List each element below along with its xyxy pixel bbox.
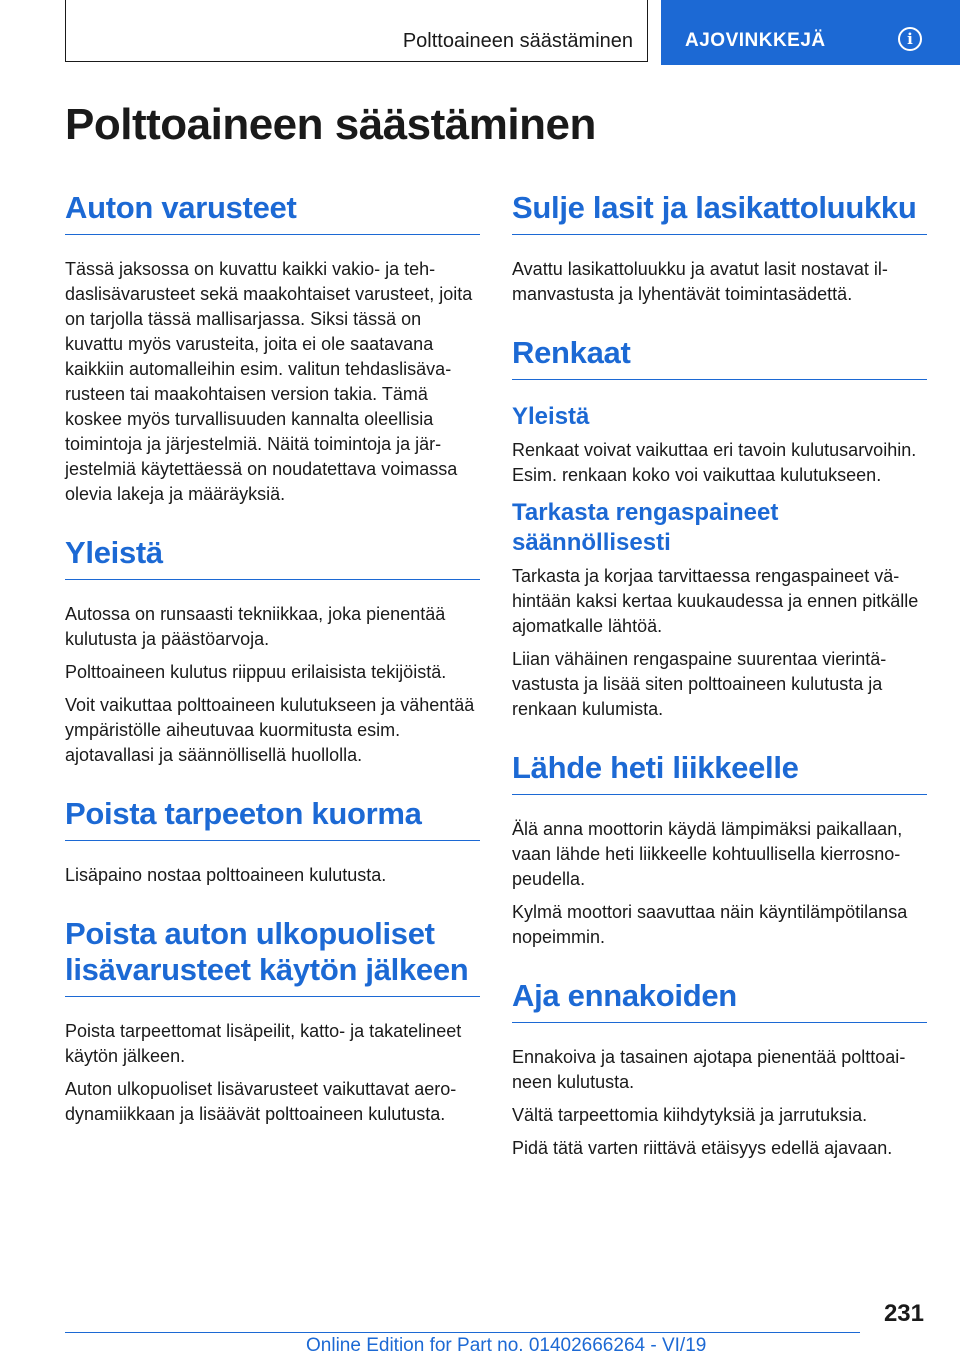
page-number: 231 (883, 1300, 924, 1327)
section-sulje-lasit (512, 190, 927, 307)
header-section-tab[interactable] (661, 0, 960, 65)
subsection-heading: Tarkasta rengaspaineet säännöllisesti (512, 499, 779, 556)
section-auton-varusteet (65, 190, 480, 507)
paragraph: Tarkasta ja korjaa tarvittaessa rengaspaineet vähintään kaksi kertaa kuukaudessa ja ennen pitkälle ajomatkalle lähtöä. (512, 566, 919, 636)
paragraph: Voit vaikuttaa polttoaineen kulutukseen ja vähentää ympäristölle aiheutuvaa kuormitusta esim. ajotavallasi ja säännöllisellä huollolla. (65, 695, 475, 765)
section-renkaat (512, 335, 927, 722)
section-heading: Poista tarpeeton kuorma (65, 796, 480, 841)
header-tab (65, 0, 648, 62)
subsection-yleista (512, 402, 927, 488)
footer-divider (65, 1332, 860, 1333)
paragraph: Kylmä moottori saavuttaa näin käyntilämpötilansa nopeimmin. (512, 902, 908, 947)
section-poista-ulkopuoliset-lisavarusteet (65, 916, 480, 1127)
section-lahde-heti-liikkeelle (512, 750, 927, 950)
footer-edition-text: Online Edition for Part no. 01402666264 - VI/19 (306, 1335, 707, 1356)
page-title: Polttoaineen säästäminen (65, 100, 596, 149)
paragraph: Älä anna moottorin käydä lämpimäksi paikallaan, vaan lähde heti liikkeelle kohtuullisella kierrosnopeudella. (512, 819, 903, 889)
left-column (65, 190, 480, 1155)
section-heading: Auton varusteet (65, 190, 480, 235)
header-title: Polttoaineen säästäminen (402, 30, 633, 52)
section-heading: Aja ennakoiden (512, 978, 927, 1023)
paragraph: Avattu lasikattoluukku ja avatut lasit nostavat ilmanvastusta ja lyhentävät toimintasädettä. (512, 259, 888, 304)
paragraph: Liian vähäinen rengaspaine suurentaa vierintävastusta ja lisää siten polttoaineen kulutusta ja renkaan kulumista. (512, 649, 887, 719)
paragraph: Ennakoiva ja tasainen ajotapa pienentää polttoaineen kulutusta. (512, 1047, 906, 1092)
paragraph: Renkaat voivat vaikuttaa eri tavoin kulutusarvoihin. Esim. renkaan koko voi vaikuttaa kulutukseen. (512, 440, 917, 485)
paragraph: Auton ulkopuoliset lisävarusteet vaikuttavat aerodynamiikkaan ja lisäävät polttoaineen kulutusta. (65, 1079, 457, 1124)
info-icon[interactable]: i (898, 27, 922, 51)
right-column (512, 190, 927, 1189)
paragraph: Autossa on runsaasti tekniikkaa, joka pienentää kulutusta ja päästöarvoja. (65, 604, 446, 649)
paragraph: Polttoaineen kulutus riippuu erilaisista tekijöistä. (65, 662, 447, 682)
paragraph: Vältä tarpeettomia kiihdytyksiä ja jarrutuksia. (512, 1105, 868, 1125)
section-heading: Poista auton ulkopuoliset lisävarusteet käytön jälkeen (65, 916, 480, 997)
section-aja-ennakoiden (512, 978, 927, 1161)
paragraph: Tässä jaksossa on kuvattu kaikki vakio- ja tehdaslisävarusteet sekä maakohtaiset varusteet, joita on tarjolla tässä mallisarjassa. Siksi tässä on kuvattu myös varusteita, joita ei ole saatavana kaikkiin automalleihin esim. valitun tehdaslisävarusteen tai maakohtaisen version takia. Tämä koskee myös turvallisuuden kannalta oleellisia toimintoja ja järjestelmiä. Näitä toimintoja ja järjestelmiä käytettäessä on noudatettava voimassa olevia lakeja ja määräyksiä. (65, 259, 473, 504)
subsection-heading: Yleistä (512, 403, 590, 430)
header-section-label: AJOVINKKEJÄ (685, 30, 826, 51)
section-heading: Lähde heti liikkeelle (512, 750, 927, 795)
page-header (0, 0, 960, 66)
paragraph: Pidä tätä varten riittävä etäisyys edellä ajavaan. (512, 1138, 893, 1158)
paragraph: Poista tarpeettomat lisäpeilit, katto- ja takatelineet käytön jälkeen. (65, 1021, 462, 1066)
paragraph: Lisäpaino nostaa polttoaineen kulutusta. (65, 865, 387, 885)
section-heading: Renkaat (512, 335, 927, 380)
section-yleista (65, 535, 480, 768)
subsection-tarkasta-rengaspaineet (512, 498, 927, 722)
section-heading: Sulje lasit ja lasikattoluukku (512, 190, 927, 235)
section-poista-tarpeeton-kuorma (65, 796, 480, 888)
section-heading: Yleistä (65, 535, 480, 580)
